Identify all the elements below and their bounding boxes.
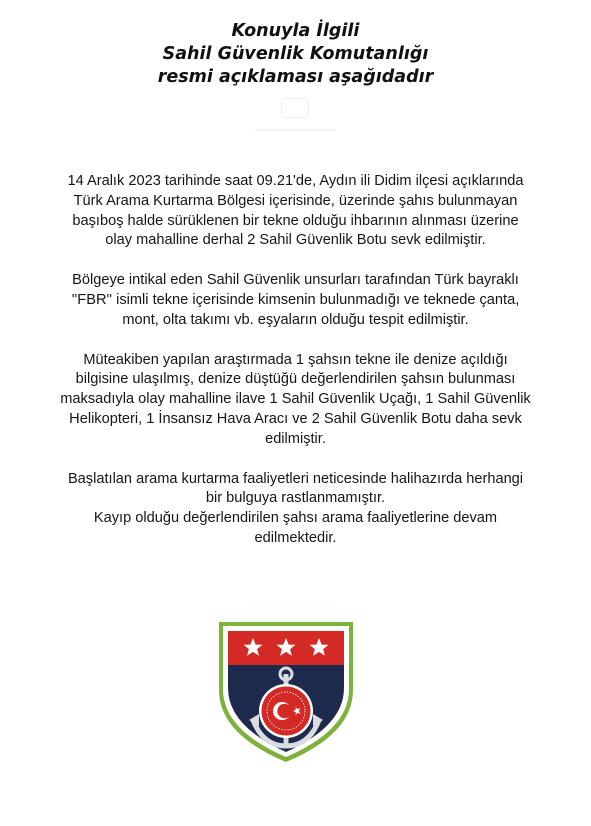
title-line-3: resmi açıklaması aşağıdadır [157,67,434,87]
text-line: Türk Arama Kurtarma Bölgesi içerisinde, üzerinde şahıs bulunmayan [73,192,518,209]
text-line: ''FBR'' isimli tekne içerisinde kimsenin bulunmadığı ve teknede çanta, [71,291,520,308]
text-line: edilmiştir. [265,430,326,447]
title-line-1: Konuyla İlgili [231,21,360,41]
text-line: Bölgeye intikal eden Sahil Güvenlik unsurları tarafından Türk bayraklı [72,272,519,289]
paragraph-3 [40,351,551,450]
text-line: maksadıyla olay mahalline ilave 1 Sahil Güvenlik Uçağı, 1 Sahil Güvenlik [60,391,531,408]
text-line: 14 Aralık 2023 tarihinde saat 09.21'de, Aydın ili Didim ilçesi açıklarında [67,173,524,189]
text-line: bilgisine ulaşılmış, denize düştüğü değerlendirilen şahsın bulunması [75,371,516,388]
text-line: edilmektedir. [254,529,337,546]
text-line: Helikopteri, 1 İnsansız Hava Aracı ve 2 Sahil Güvenlik Botu daha sevk [69,410,522,427]
watermark-mark [255,595,335,604]
title-line-2: Sahil Güvenlik Komutanlığı [162,44,429,64]
text-line: mont, olta takımı vb. eşyaların olduğu tespit edilmiştir. [122,311,469,328]
coast-guard-emblem-icon [213,616,359,766]
paragraph-1 [40,172,551,251]
text-line: bir bulguya rastlanmamıştır. [205,490,386,507]
paragraph-2 [40,271,551,330]
watermark-mark [281,98,309,118]
text-line: olay mahalline derhal 2 Sahil Güvenlik Botu sevk edilmiştir. [105,232,486,249]
paragraph-4 [40,470,551,549]
text-line: Başlatılan arama kurtarma faaliyetleri neticesinde halihazırda herhangi [67,470,524,487]
text-line: Müteakiben yapılan araştırmada 1 şahsın tekne ile denize açıldığı [83,351,508,368]
statement-body [40,172,551,549]
watermark-mark [255,129,335,131]
text-line: Kayıp olduğu değerlendirilen şahsı arama faaliyetlerine devam [93,510,498,527]
text-line: başıboş halde sürüklenen bir tekne olduğu ihbarının alınması üzerine [72,212,519,229]
page-title [0,20,591,89]
